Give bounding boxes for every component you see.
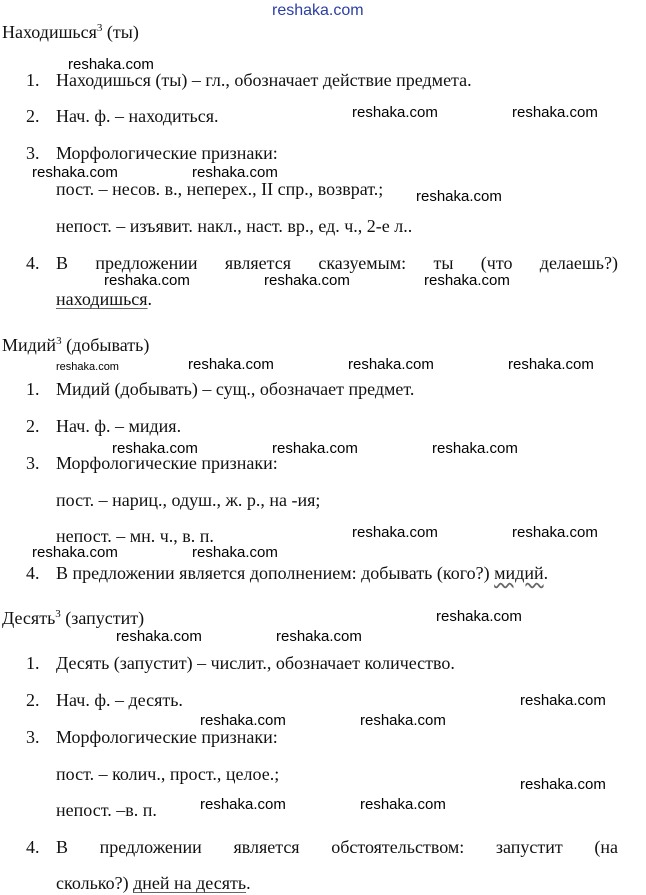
word: является <box>224 253 291 273</box>
item-text: Морфологические признаки: <box>56 453 278 473</box>
item-number: 3. <box>26 453 40 473</box>
item-number: 1. <box>26 653 40 673</box>
heading-context: (запустит) <box>65 608 145 628</box>
watermark: reshaka.com <box>272 440 358 457</box>
adverbial-phrase: дней на десять <box>133 873 247 893</box>
punct: . <box>246 873 251 893</box>
item-text: Десять (запустит) – числит., обозначает количество. <box>56 653 455 673</box>
item-number: 4. <box>26 837 40 857</box>
item-text: Морфологические признаки: <box>56 143 278 163</box>
heading-context: (добывать) <box>66 335 150 355</box>
watermark: reshaka.com <box>436 608 522 625</box>
item-text <box>56 563 548 584</box>
item-number: 2. <box>26 690 40 710</box>
item-text: Нач. ф. – мидия. <box>56 416 182 436</box>
watermark: reshaka.com <box>424 272 510 289</box>
watermark: reshaka.com <box>352 104 438 121</box>
section-heading-3 <box>2 608 144 629</box>
word: является <box>233 837 300 857</box>
watermark: reshaka.com <box>200 796 286 813</box>
heading-word: Мидий <box>2 335 57 355</box>
watermark: reshaka.com <box>348 356 434 373</box>
watermark: reshaka.com <box>352 524 438 541</box>
watermark: reshaka.com <box>360 712 446 729</box>
word: (что <box>480 253 513 273</box>
punct: . <box>543 563 549 583</box>
item-number: 3. <box>26 727 40 747</box>
word: ты <box>433 253 454 273</box>
watermark: reshaka.com <box>104 272 190 289</box>
predicate-word: находишься <box>56 289 148 309</box>
word: предложении <box>99 837 202 857</box>
item-subtext: непост. – изъявит. накл., наст. вр., ед. ч., 2-е л.. <box>56 216 413 236</box>
item-number: 1. <box>26 379 40 399</box>
word: запустит <box>495 837 563 857</box>
sentence-text: В предложении является дополнением: добывать (кого?) <box>56 563 495 583</box>
watermark: reshaka.com <box>520 776 606 793</box>
heading-word: Находишься <box>2 22 97 42</box>
item-text: Находишься (ты) – гл., обозначает действие предмета. <box>56 70 472 90</box>
item-text: Нач. ф. – десять. <box>56 690 183 710</box>
word: (на <box>594 837 618 857</box>
item-number: 2. <box>26 416 40 436</box>
watermark: reshaka.com <box>432 440 518 457</box>
watermark: reshaka.com <box>192 544 278 561</box>
item-number: 3. <box>26 143 40 163</box>
watermark: reshaka.com <box>512 104 598 121</box>
item-text-justified <box>56 837 618 858</box>
item-number: 4. <box>26 563 40 583</box>
item-number: 1. <box>26 70 40 90</box>
footnote-mark: 3 <box>56 335 62 347</box>
word: В <box>56 837 69 857</box>
heading-context: (ты) <box>106 22 139 42</box>
object-word: мидий <box>494 563 544 583</box>
item-text-justified <box>56 253 618 274</box>
watermark: reshaka.com <box>56 361 119 373</box>
item-number: 2. <box>26 106 40 126</box>
sentence-text: сколько?) <box>56 873 134 893</box>
item-subtext: пост. – колич., прост., целое.; <box>56 764 280 784</box>
item-subtext: пост. – нариц., одуш., ж. р., на -ия; <box>56 490 321 510</box>
watermark: reshaka.com <box>116 628 202 645</box>
item-line2 <box>56 289 152 310</box>
watermark: reshaka.com <box>112 440 198 457</box>
word: обстоятельством: <box>331 837 465 857</box>
watermark: reshaka.com <box>32 544 118 561</box>
watermark: reshaka.com <box>416 188 502 205</box>
word: делаешь?) <box>539 253 618 273</box>
watermark: reshaka.com <box>520 692 606 709</box>
item-number: 4. <box>26 253 40 273</box>
word: предложении <box>95 253 198 273</box>
item-line2 <box>56 873 251 894</box>
watermark: reshaka.com <box>512 524 598 541</box>
watermark: reshaka.com <box>32 164 118 181</box>
watermark: reshaka.com <box>188 356 274 373</box>
item-text: Морфологические признаки: <box>56 727 278 747</box>
word: сказуемым: <box>318 253 407 273</box>
item-subtext: непост. – мн. ч., в. п. <box>56 526 214 546</box>
watermark: reshaka.com <box>508 356 594 373</box>
section-heading-1 <box>2 22 139 43</box>
watermark: reshaka.com <box>264 272 350 289</box>
item-subtext: непост. –в. п. <box>56 800 157 820</box>
watermark: reshaka.com <box>68 56 154 73</box>
watermark-top: reshaka.com <box>272 2 364 19</box>
watermark: reshaka.com <box>360 796 446 813</box>
word: В <box>56 253 69 273</box>
footnote-mark: 3 <box>96 22 103 34</box>
watermark: reshaka.com <box>276 628 362 645</box>
watermark: reshaka.com <box>192 164 278 181</box>
section-heading-2 <box>2 335 149 356</box>
item-text: Нач. ф. – находиться. <box>56 106 219 126</box>
item-text: Мидий (добывать) – сущ., обозначает предмет. <box>56 379 415 399</box>
watermark: reshaka.com <box>200 712 286 729</box>
footnote-mark: 3 <box>55 608 61 620</box>
punct: . <box>147 289 153 309</box>
heading-word: Десять <box>2 608 56 628</box>
item-subtext: пост. – несов. в., неперех., II спр., возврат.; <box>56 179 384 199</box>
